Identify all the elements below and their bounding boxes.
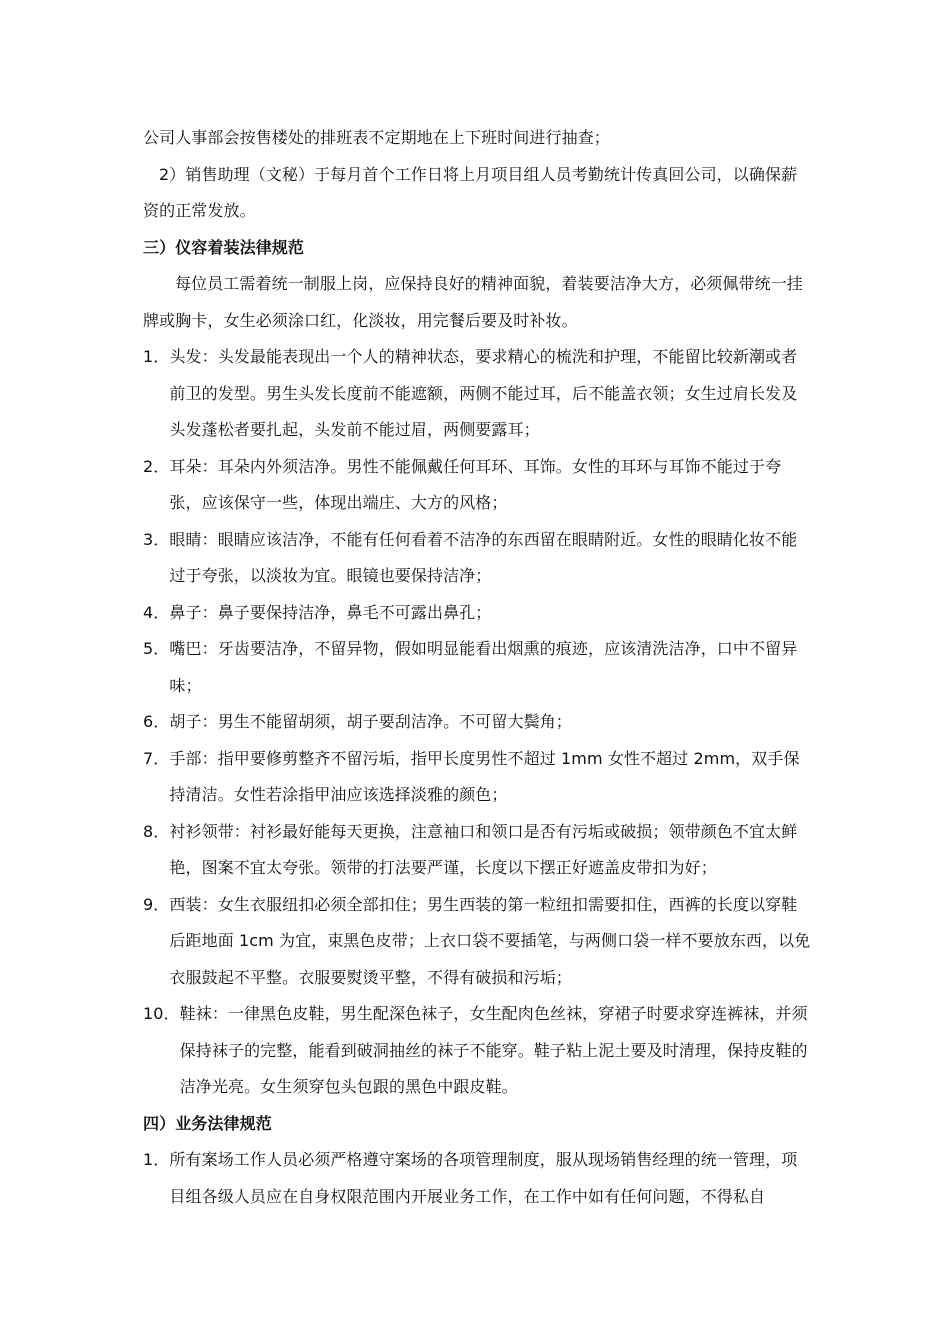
- list-item: [143, 595, 811, 632]
- item-text: 衬衫领带：衬衫最好能每天更换，注意袖口和领口是否有污垢或破损；领带颜色不宜太鲜艳，图案不宜太夸张。领带的打法要严谨，长度以下摆正好遮盖皮带扣为好；: [169, 821, 798, 877]
- item-text: 耳朵：耳朵内外须洁净。男性不能佩戴任何耳环、耳饰。女性的耳环与耳饰不能过于夸张，应该保守一些，体现出端庄、大方的风格；: [169, 456, 782, 512]
- item-number: 2．: [143, 456, 170, 476]
- item-text: 西装：女生衣服纽扣必须全部扣住；男生西装的第一粒纽扣需要扣住，西裤的长度以穿鞋后距地面 1cm 为宜，束黑色皮带；上衣口袋不要插笔，与两侧口袋一样不要放东西，以免衣服鼓起不平整。衣服要熨烫平整，不得有破损和污垢；: [169, 894, 811, 987]
- section3-heading: 三）仪容着装法律规范: [143, 237, 305, 257]
- list-item: [143, 449, 811, 522]
- list-item: [143, 704, 811, 741]
- list-item: [143, 887, 811, 997]
- item-text: 眼睛：眼睛应该洁净，不能有任何看着不洁净的东西留在眼睛附近。女性的眼睛化妆不能过于夸张，以淡妆为宜。眼镜也要保持洁净；: [169, 529, 798, 585]
- item-text: 鼻子：鼻子要保持洁净，鼻毛不可露出鼻孔；: [169, 602, 492, 622]
- item-number: 7．: [143, 748, 170, 768]
- section3-intro: 每位员工需着统一制服上岗，应保持良好的精神面貌，着装要洁净大方，必须佩带统一挂牌或胸卡，女生必须涂口红，化淡妆，用完餐后要及时补妆。: [143, 274, 803, 330]
- item-number: 8．: [143, 821, 170, 841]
- list-item: [143, 339, 811, 449]
- item-number: 1．: [143, 1150, 170, 1169]
- list-item: [143, 631, 811, 704]
- list-item: [143, 522, 811, 595]
- item-text: 头发：头发最能表现出一个人的精神状态，要求精心的梳洗和护理，不能留比较新潮或者前卫的发型。男生头发长度前不能遮额，两侧不能过耳，后不能盖衣领；女生过肩长发及头发蓬松者要扎起，头发前不能过眉，两侧要露耳；: [169, 347, 798, 439]
- list-item: [143, 814, 811, 887]
- item-text: 手部：指甲要修剪整齐不留污垢，指甲长度男性不超过 1mm 女性不超过 2mm，双手保持清洁。女性若涂指甲油应该选择淡雅的颜色；: [169, 748, 800, 804]
- item-text: 所有案场工作人员必须严格遵守案场的各项管理制度，服从现场销售经理的统一管理，项目组各级人员应在自身权限范围内开展业务工作，在工作中如有任何问题，不得私自: [169, 1150, 798, 1206]
- item-text: 鞋袜：一律黑色皮鞋，男生配深色袜子，女生配肉色丝袜，穿裙子时要求穿连裤袜，并须保持袜子的完整，能看到破洞抽丝的袜子不能穿。鞋子粘上泥土要及时清理，保持皮鞋的洁净光亮。女生须穿包头包跟的黑色中跟皮鞋。: [179, 1004, 808, 1096]
- item-number: 9．: [143, 894, 170, 914]
- intro-line-1: 公司人事部会按售楼处的排班表不定期地在上下班时间进行抽查；: [143, 128, 610, 147]
- item-text: 嘴巴：牙齿要洁净，不留异物，假如明显能看出烟熏的痕迹，应该清洗洁净，口中不留异味；: [169, 639, 798, 695]
- section4-list: [143, 1142, 811, 1215]
- list-item: [143, 996, 811, 1106]
- intro-line-2: 2）销售助理（文秘）于每月首个工作日将上月项目组人员考勤统计传真回公司，以确保薪资的正常发放。: [143, 164, 798, 220]
- item-number: 4．: [143, 602, 170, 622]
- item-number: 5．: [143, 639, 170, 658]
- section3-list: [143, 339, 811, 1106]
- list-item: [143, 741, 811, 814]
- item-number: 3．: [143, 529, 170, 549]
- list-item: [143, 1142, 811, 1215]
- item-number: 6．: [143, 712, 170, 731]
- item-number: 10．: [143, 1004, 180, 1023]
- item-text: 胡子：男生不能留胡须，胡子要刮洁净。不可留大鬓角；: [169, 712, 572, 731]
- item-number: 1．: [143, 347, 170, 366]
- section4-heading: 四）业务法律规范: [143, 1113, 272, 1133]
- document-body: [143, 120, 811, 1215]
